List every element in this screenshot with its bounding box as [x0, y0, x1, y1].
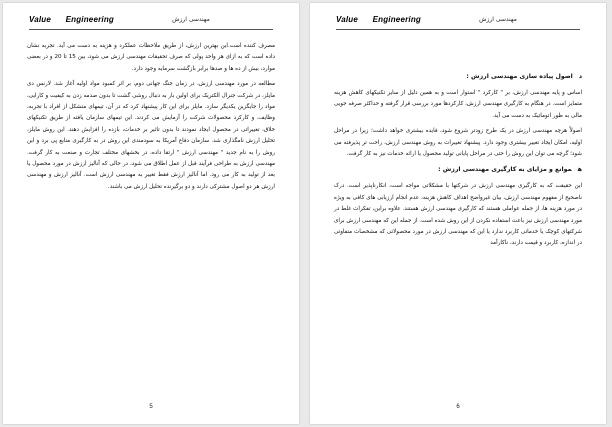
- header-title-persian: مهندسی ارزش: [479, 16, 517, 23]
- header-title-persian: مهندسی ارزش: [172, 16, 210, 23]
- left-page-body: [27, 41, 275, 197]
- section-marker: د: [578, 73, 582, 80]
- page-header: [336, 15, 580, 30]
- header-title-english: Value Engineering: [29, 15, 115, 24]
- paragraph: اصولاً هرچه مهندسی ارزش در یک طرح زودتر شروع شود، فایده بیشتری خواهد داشت؛ زیرا در مراحل اولیه، امکان ایجاد تغییر بیشتری وجود دارد. پیشنهاد تغییرات به روش مهندسی ارزش، راحت تر پذیرفته می شود؛ گرچه می توان این روش را حتی در مراحل پایانی تولید محصول یا ارائه خدمات نیز به کار گرفت.: [334, 128, 582, 158]
- right-page: [310, 3, 606, 424]
- section-heading: [334, 71, 582, 82]
- section-marker: ه: [577, 166, 582, 174]
- header-title-english: Value Engineering: [336, 15, 422, 24]
- page-number: 6: [456, 404, 460, 410]
- section-heading-text: موانع و مزایای به کارگیری مهندسی ارزش :: [438, 166, 572, 174]
- page-number: 5: [149, 404, 153, 410]
- paragraph: مطالعه در مورد مهندسی ارزش، در زمان جنگ جهانی دوم، بر اثر کمبود مواد اولیه آغاز شد. لارنس دی مایلز، در شرکت جنرال الکتریک برای اولین بار به دنبال روشی گشت تا بدون صدمه زدن به کیفیت و کارایی، مواد را جایگزین یکدیگر سازد. مایلز برای این کار پیشنهاد کرد که در آن، تیمهای متشکل از افراد با تجربه، وظایف، و کارکرد محصولات شرکت را آزمایش می کردند. این تیمهای سازمان یافته از طریق تکنیکهای خلاق، تغییراتی در محصول ایجاد نمودند تا بدون تاثیر بر خدمات، بازده را افزایش دهند. این روش مایلز، تحلیل ارزش نامگذاری شد. سازمان دفاع آمریکا به سودمندی این روش در به کارگیری منابع پی برد و این روش را به نام جدید " مهندسی ارزش " ارتقا داده، در بخشهای مختلف تجارت و صنعت به کار گرفت. مهندسی ارزش به طراحی فرآیند قبل از عمل اطلاق می شود، در حالی که آنالیز ارزش در مورد محصول یا بعد از تولید به کار می رود. اما آنالیز ارزش فقط تغییر به مهندسی ارزش است. آنالیز ارزش و مهندسی ارزش هر دو اصول مشترکی دارند و دو برگیرنده تحلیل ارزش می باشند.: [27, 81, 275, 190]
- left-page: [3, 3, 299, 424]
- paragraph: مصرف کننده است.این بهترین ارزش، از طریق ملاحظات عملکرد و هزینه به دست می آید. تجربه نشان داده است که به ازای هر واحد پولی که صرف تحقیقات مهندسی ارزش می شود، بین 15 تا 20 و در بعضی موارد، بیش از ده ها و صدها برابر بازگشت سرمایه وجود دارد.: [27, 43, 275, 72]
- section-heading: [334, 164, 582, 175]
- right-page-body: [334, 71, 582, 254]
- paragraph: این حقیقت که به کارگیری مهندسی ارزش در شرکتها با مشکلاتی مواجه است، انکارناپذیر است. درک ناصحیح از مفهوم مهندسی ارزش، بیان غیرواضح اهداف کاهش هزینه، عدم انجام ارزیابی های کافی به ویژه در مورد هزینه ها، از جمله عواملی هستند که کارگیری مهندسی ارزش هستند. علاوه براین، تفکرات غلط در مورد مهندسی ارزش نیز باعث استفاده نکردن از این روش شده است. از جمله این که مهندسی ارزش برای شرکتهای کوچک یا خدماتی کاربرد ندارد یا این که مهندسی ارزش در مورد محصولاتی که مشخصات متفاوتی در اندازه، کاربرد و قیمت دارند، ناکارآمد: [334, 183, 582, 247]
- paragraph: اساس و پایه مهندسی ارزش، بر " کارکرد " استوار است و به همین دلیل از سایر تکنیکهای کاهش هزینه متمایز است. در هنگام به کارگیری مهندسی ارزش، کارکردها مورد بررسی قرار گرفته و حداکثر صرفه جویی مالی به طور اتوماتیک به دست می آید.: [334, 90, 582, 119]
- section-heading-text: اصول پیاده سازی مهندسی ارزش :: [466, 73, 573, 80]
- page-header: [29, 15, 273, 30]
